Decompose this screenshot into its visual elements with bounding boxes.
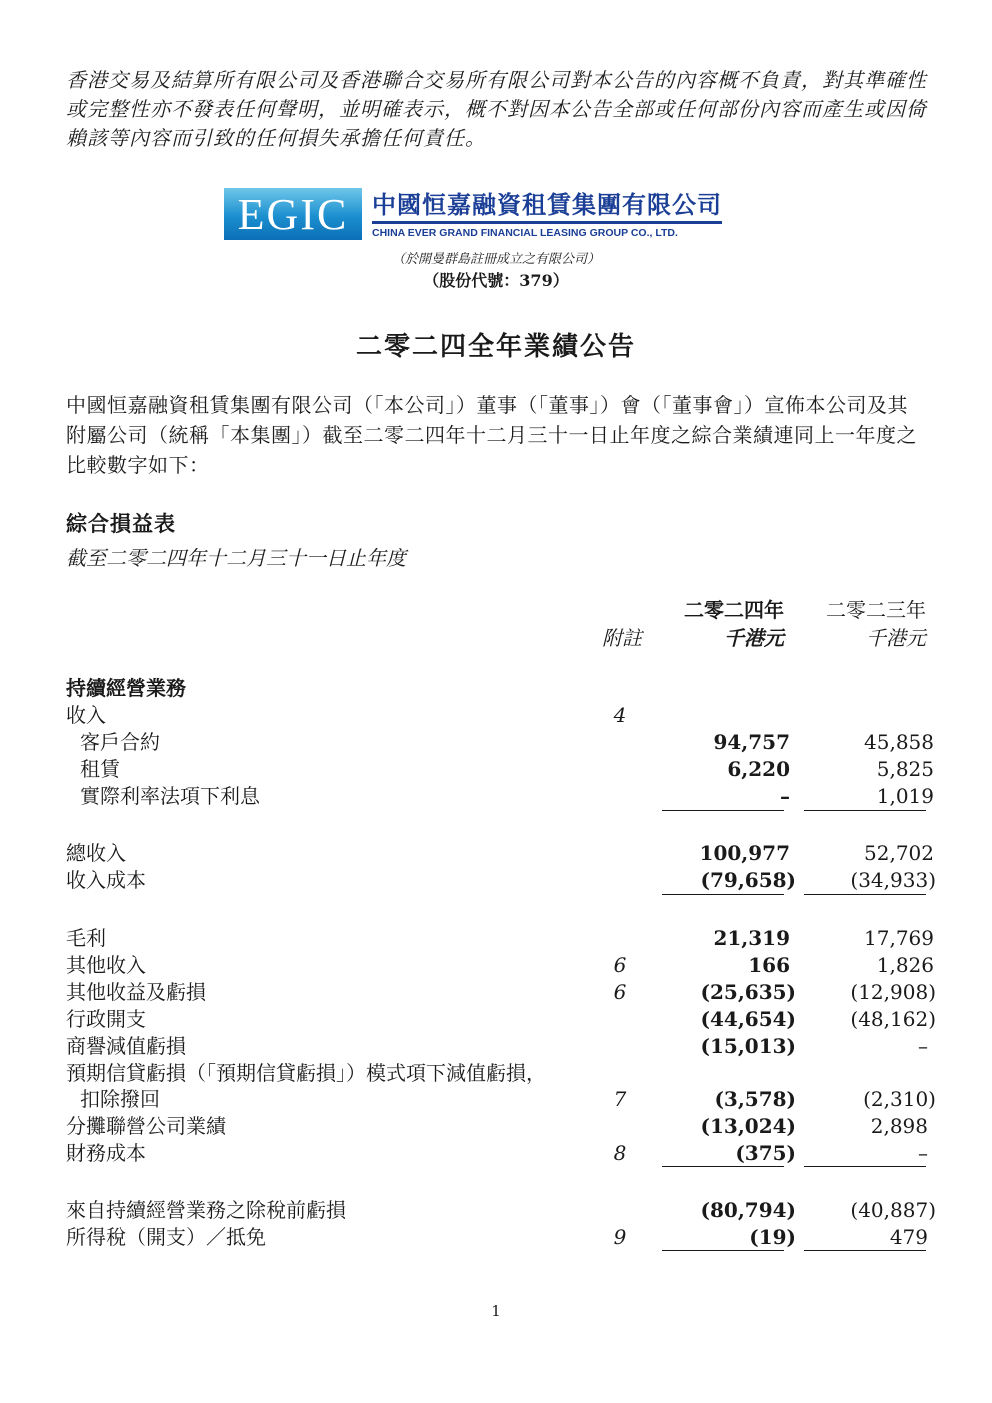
value-2024: 166 — [748, 953, 790, 977]
value-2023: (48,162) — [850, 1007, 936, 1031]
table-row — [66, 1140, 936, 1167]
value-2024: 100,977 — [699, 841, 790, 865]
row-note: 7 — [613, 1087, 627, 1111]
value-2023: (12,908) — [850, 980, 936, 1004]
value-2023: – — [918, 1141, 928, 1165]
row-label: 其他收入 — [66, 953, 146, 977]
value-2023: 2,898 — [870, 1114, 928, 1138]
unit-2024-header: 千港元 — [724, 626, 784, 650]
note-column-header: 附註 — [602, 626, 642, 650]
table-row — [66, 1197, 936, 1224]
statement-title: 綜合損益表 — [66, 512, 176, 536]
value-2023: 17,769 — [864, 926, 934, 950]
continuing-operations-heading: 持續經營業務 — [66, 676, 186, 700]
company-logo — [224, 188, 722, 240]
row-label: 商譽減值虧損 — [66, 1034, 186, 1058]
row-label: 客戶合約 — [80, 730, 160, 754]
egic-logo-mark: EGIC — [224, 188, 362, 240]
row-label: 行政開支 — [66, 1007, 146, 1031]
value-2023: (40,887) — [850, 1198, 936, 1222]
unit-2023-header: 千港元 — [866, 626, 926, 650]
value-2024: 94,757 — [713, 730, 790, 754]
value-2023: 1,826 — [876, 953, 934, 977]
row-label: 收入 — [66, 703, 106, 727]
table-row — [66, 952, 936, 979]
value-2023: 1,019 — [876, 784, 934, 808]
row-label: 毛利 — [66, 926, 106, 950]
year-2024-header: 二零二四年 — [684, 598, 784, 622]
table-row — [66, 979, 936, 1006]
row-note: 9 — [613, 1225, 627, 1249]
disclaimer-text: 香港交易及結算所有限公司及香港聯合交易所有限公司對本公告的內容概不負責，對其準確性或完整性亦不發表任何聲明，並明確表示，概不對因本公告全部或任何部份內容而產生或因倚賴該等內容而引致的任何損失承擔任何責任。 — [66, 68, 927, 150]
subtotal-rule-2023 — [804, 810, 926, 811]
row-label: 收入成本 — [66, 868, 146, 892]
subtotal-rule-2023 — [804, 1166, 926, 1167]
value-2024: 6,220 — [727, 757, 790, 781]
table-row — [66, 840, 936, 867]
subtotal-rule-2024 — [662, 810, 784, 811]
row-note: 6 — [613, 953, 627, 977]
table-row — [66, 925, 936, 952]
row-label: 扣除撥回 — [80, 1087, 160, 1111]
value-2023: 479 — [889, 1225, 928, 1249]
company-name-cn: 中國恒嘉融資租賃集團有限公司 — [372, 190, 722, 224]
row-label: 實際利率法項下利息 — [80, 784, 260, 808]
value-2024: (25,635) — [700, 980, 796, 1004]
stock-code: （股份代號：379） — [423, 271, 569, 290]
value-2023: (2,310) — [863, 1087, 936, 1111]
subtotal-rule-2024 — [662, 1250, 784, 1251]
value-2023: (34,933) — [850, 868, 936, 892]
table-row — [66, 1113, 936, 1140]
row-label: 來自持續經營業務之除稅前虧損 — [66, 1198, 346, 1222]
row-note: 6 — [613, 980, 627, 1004]
subtotal-rule-2024 — [662, 894, 784, 895]
row-note: 8 — [613, 1141, 627, 1165]
row-label: 所得稅（開支）／抵免 — [66, 1225, 266, 1249]
statement-subtitle: 截至二零二四年十二月三十一日止年度 — [66, 546, 406, 570]
value-2023: 5,825 — [876, 757, 934, 781]
page-number: 1 — [491, 1302, 501, 1320]
subtotal-rule-2024 — [662, 1166, 784, 1167]
table-row — [66, 1224, 936, 1251]
table-row — [66, 867, 936, 894]
incorporation-note: （於開曼群島註冊成立之有限公司） — [391, 252, 600, 267]
value-2024: (375) — [735, 1141, 796, 1165]
value-2024: (79,658) — [700, 868, 796, 892]
row-label: 其他收益及虧損 — [66, 980, 206, 1004]
value-2023: 52,702 — [864, 841, 934, 865]
row-note: 4 — [613, 703, 627, 727]
table-row — [66, 729, 936, 756]
table-row — [66, 1086, 936, 1113]
value-2024: (13,024) — [700, 1114, 796, 1138]
table-row — [66, 1060, 936, 1087]
table-row — [66, 1033, 936, 1060]
company-name-en: CHINA EVER GRAND FINANCIAL LEASING GROUP CO., LTD. — [372, 226, 678, 239]
table-row — [66, 1006, 936, 1033]
table-row — [66, 702, 936, 729]
table-row — [66, 756, 936, 783]
value-2024: (44,654) — [700, 1007, 796, 1031]
row-label: 租賃 — [80, 757, 120, 781]
value-2024: – — [780, 784, 790, 808]
table-row — [66, 783, 936, 810]
value-2023: – — [918, 1034, 928, 1058]
announcement-title: 二零二四全年業績公告 — [355, 332, 636, 362]
value-2024: 21,319 — [713, 926, 790, 950]
year-2023-header: 二零二三年 — [826, 598, 926, 622]
row-label: 總收入 — [66, 841, 126, 865]
value-2024: (3,578) — [714, 1087, 796, 1111]
intro-paragraph: 中國恒嘉融資租賃集團有限公司（「本公司」）董事（「董事」）會（「董事會」）宣佈本公司及其附屬公司（統稱「本集團」）截至二零二四年十二月三十一日止年度之綜合業績連同上一年度之比較數字如下： — [66, 393, 917, 477]
value-2024: (19) — [749, 1225, 796, 1249]
row-label: 預期信貸虧損（「預期信貸虧損」）模式項下減值虧損， — [66, 1061, 546, 1085]
value-2024: (15,013) — [700, 1034, 796, 1058]
subtotal-rule-2023 — [804, 1250, 926, 1251]
value-2023: 45,858 — [864, 730, 934, 754]
value-2024: (80,794) — [700, 1198, 796, 1222]
row-label: 財務成本 — [66, 1141, 146, 1165]
row-label: 分攤聯營公司業績 — [66, 1114, 226, 1138]
subtotal-rule-2023 — [804, 894, 926, 895]
